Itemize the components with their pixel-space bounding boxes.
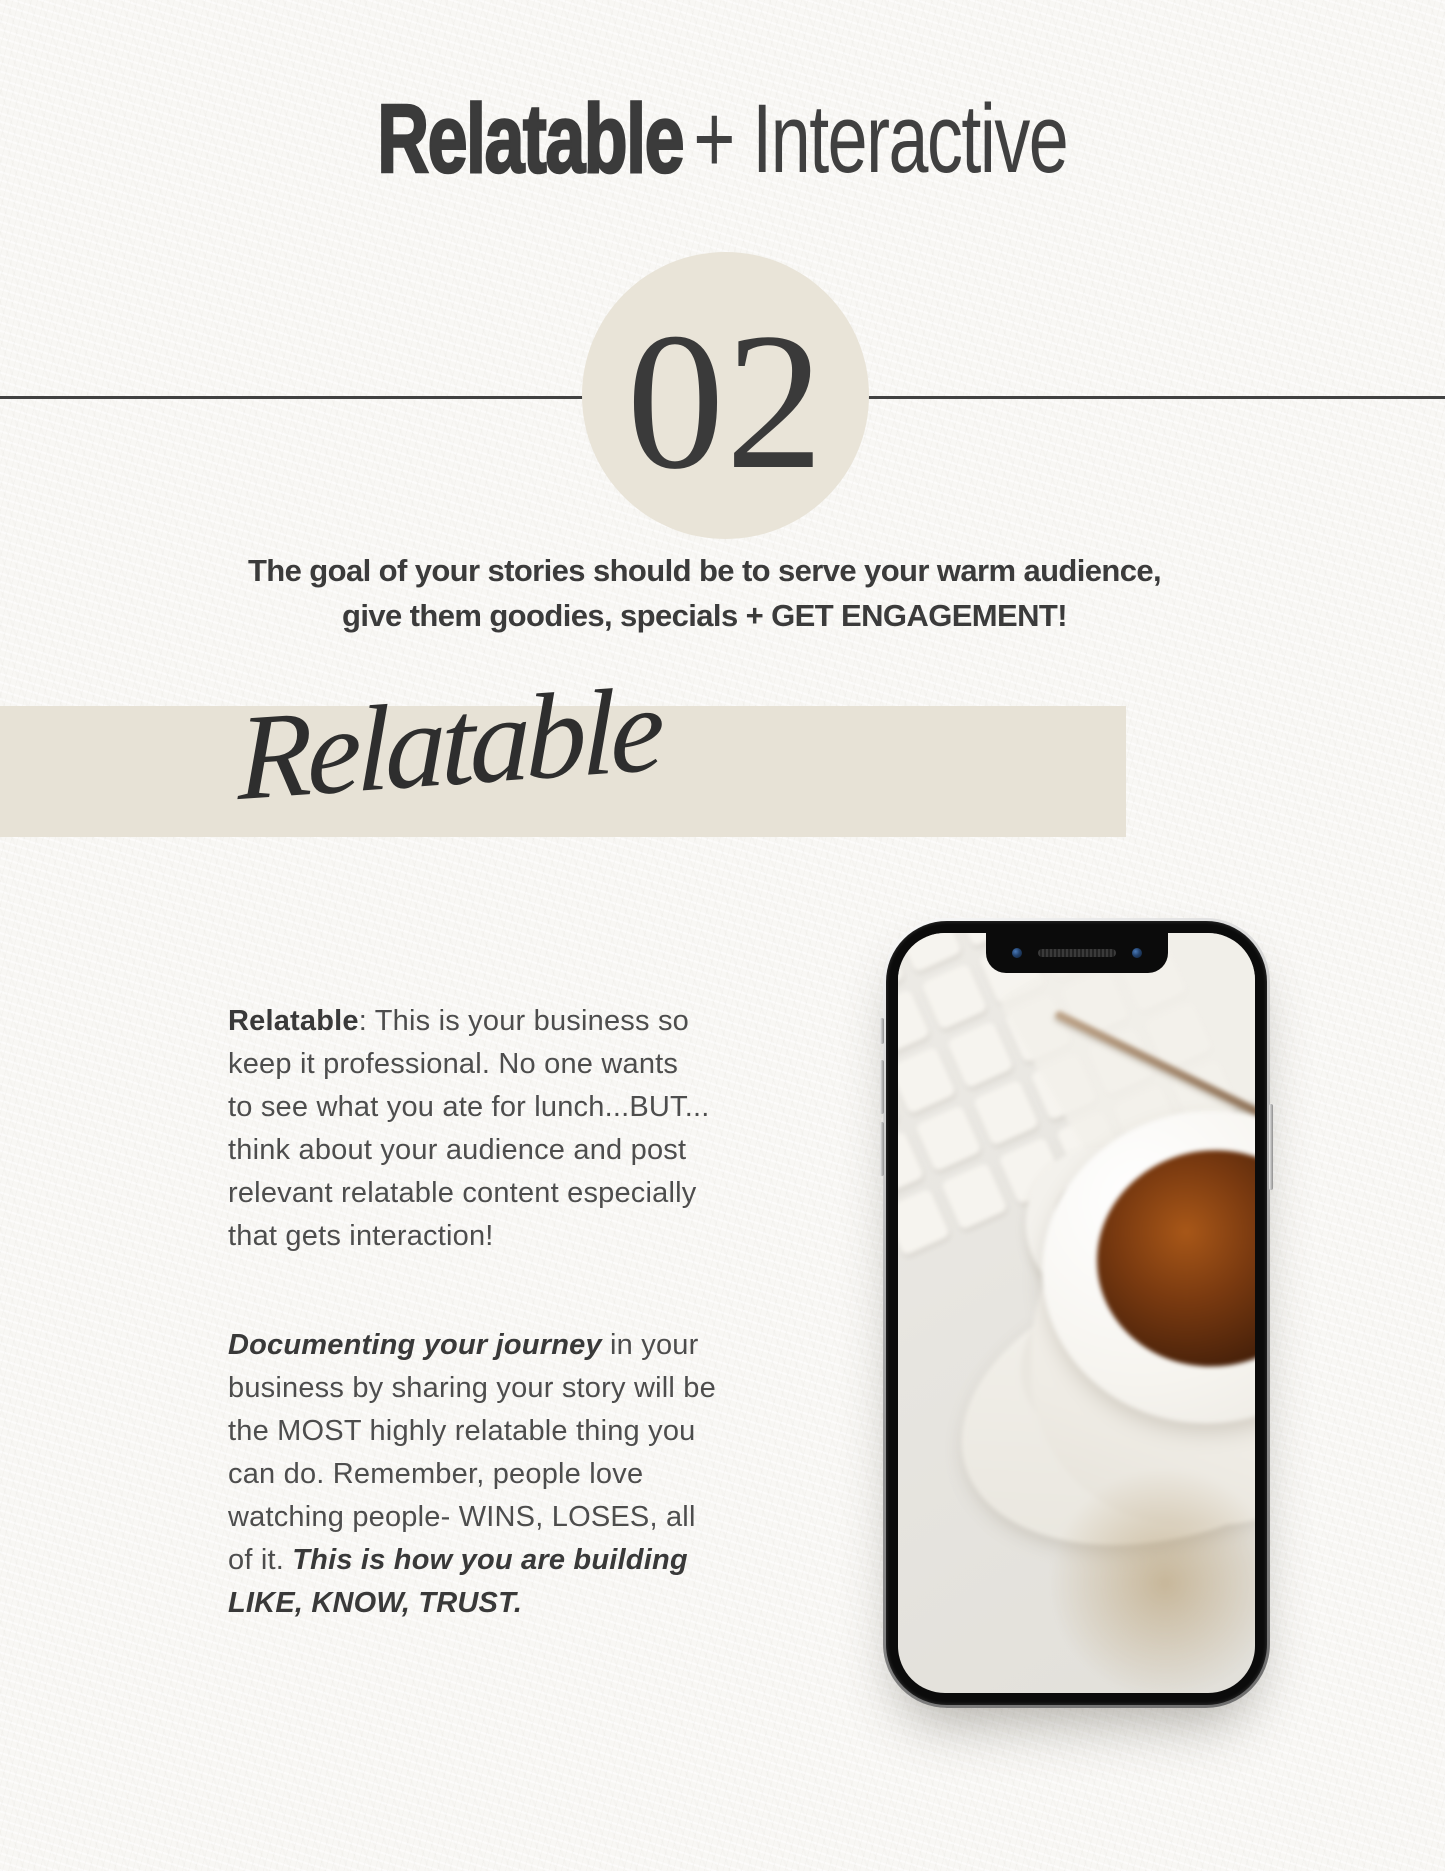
text-line: business by sharing your story will be [228,1372,716,1404]
phone-mockup [883,918,1270,1708]
volume-up-button [880,1060,884,1114]
text-line: to see what you ate for lunch...BUT... [228,1091,710,1123]
keyboard-key [972,1079,1040,1147]
text-line: LIKE, KNOW, TRUST. [228,1587,523,1619]
keyboard-key [898,1046,956,1114]
phone-frame [886,921,1267,1705]
title-light: + Interactive [693,84,1068,193]
text-line: the MOST highly relatable thing you [228,1415,696,1447]
paragraph-documenting [228,1324,788,1625]
body-text [228,1000,788,1691]
coffee-photo [1083,1135,1255,1381]
text-line: that gets interaction! [228,1220,494,1252]
keyboard-key [898,1188,951,1256]
photo-warm-tint [1005,1423,1255,1693]
text-line: watching people- WINS, LOSES, all [228,1501,696,1533]
keyboard-key [898,933,962,973]
text-line: relevant relatable content especially [228,1177,697,1209]
text-line: keep it professional. No one wants [228,1048,679,1080]
text-line: Relatable: This is your business so [228,1005,689,1037]
paragraph-relatable [228,1000,788,1258]
phone-screen [898,933,1255,1693]
keyboard-key [898,988,931,1056]
text-line: think about your audience and post [228,1134,687,1166]
title-bold: Relatable [377,84,684,193]
section-number: 02 [626,292,825,510]
volume-down-button [880,1122,884,1176]
section-script-heading: Relatable [238,661,660,827]
subtitle [0,548,1409,638]
keyboard-key [921,963,989,1031]
keyboard-key [946,1021,1014,1089]
phone-notch [986,933,1168,973]
camera-icon [1132,948,1142,958]
camera-icon [1012,948,1022,958]
subtitle-line-2: give them goodies, specials + GET ENGAGEMENT! [342,598,1067,633]
page-title [0,84,1445,193]
text-line: Documenting your journey in your [228,1329,699,1361]
page-title-text [377,84,1068,193]
speaker-icon [1038,949,1116,957]
mute-switch [880,1018,884,1044]
keyboard-key [915,1105,983,1173]
power-button [1269,1104,1273,1190]
subtitle-line-1: The goal of your stories should be to serve your warm audience, [247,553,1162,588]
text-line: can do. Remember, people love [228,1458,644,1490]
text-line: of it. This is how you are building [228,1544,688,1576]
section-number-badge [582,252,869,539]
desk-photo [898,933,1255,1693]
keyboard-key [941,1163,1009,1231]
